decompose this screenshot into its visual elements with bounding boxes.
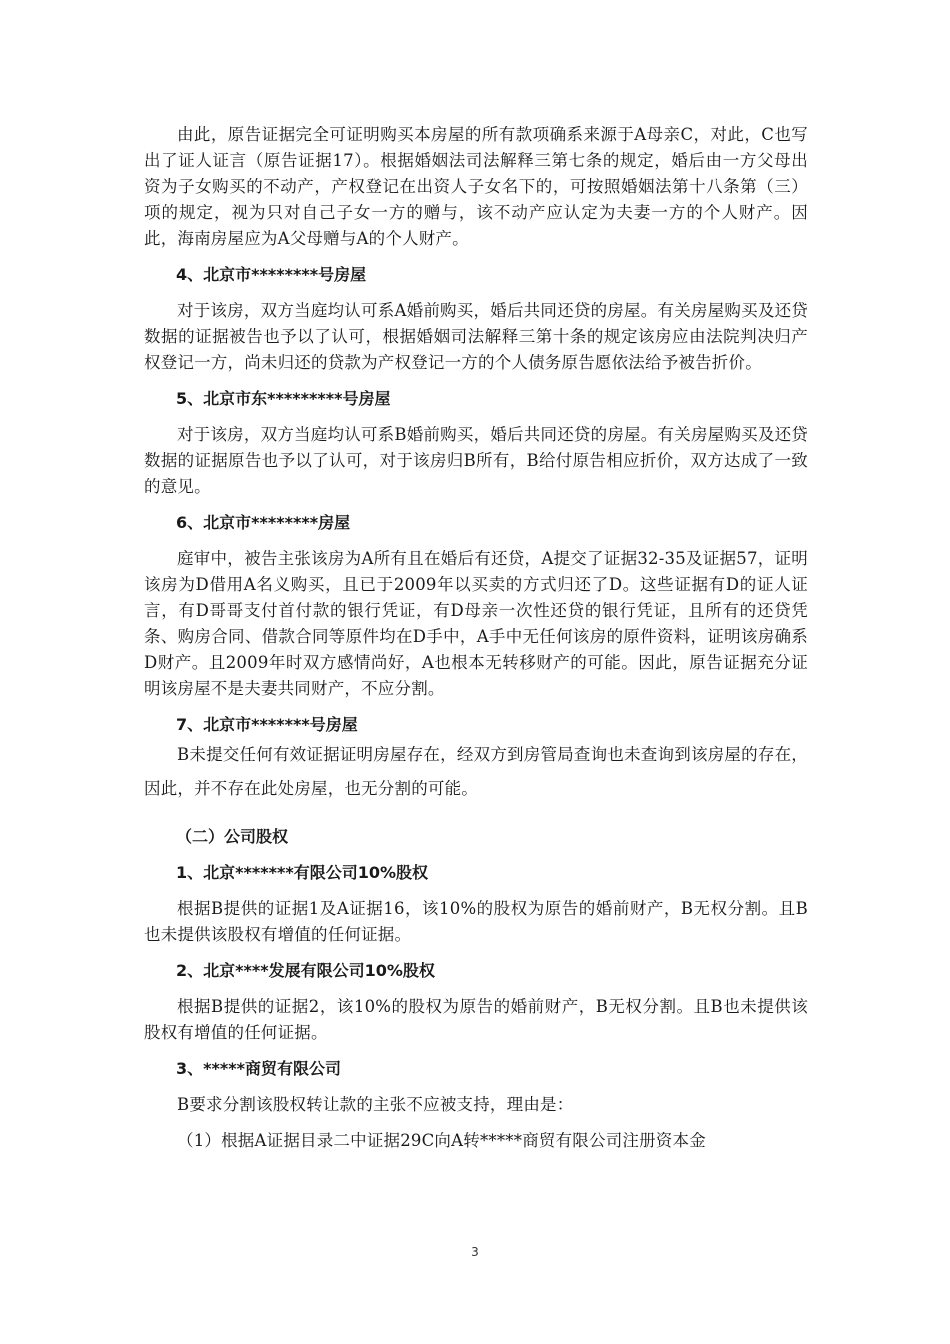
heading-equity-1: 1、北京*******有限公司10%股权 [176, 863, 429, 882]
heading-section-equity: （二）公司股权 [176, 827, 289, 846]
page-number: 3 [471, 1245, 479, 1259]
paragraph-property-4: 对于该房，双方当庭均认可系A婚前购买，婚后共同还贷的房屋。有关房屋购买及还贷数据的证据被告也予以了认可，根据婚姻司法解释三第十条的规定该房应由法院判决归产权登记一方，尚未归还的贷款为产权登记一方的个人债务原告愿依法给予被告折价。 [144, 301, 808, 372]
paragraph-property-7: B未提交任何有效证据证明房屋存在，经双方到房管局查询也未查询到该房屋的存在，因此，并不存在此处房屋，也无分割的可能。 [144, 745, 808, 798]
heading-property-6: 6、北京市********房屋 [176, 513, 351, 532]
paragraph-hainan-conclusion: 由此，原告证据完全可证明购买本房屋的所有款项确系来源于A母亲C，对此，C也写出了证人证言（原告证据17）。根据婚姻法司法解释三第七条的规定，婚后由一方父母出资为子女购买的不动产，产权登记在出资人子女名下的，可按照婚姻法第十八条第（三）项的规定，视为只对自己子女一方的赠与，该不动产应认定为夫妻一方的个人财产。因此，海南房屋应为A父母赠与A的个人财产。 [144, 125, 808, 248]
paragraph-property-6: 庭审中，被告主张该房为A所有且在婚后有还贷，A提交了证据32-35及证据57，证明该房为D借用A名义购买，且已于2009年以买卖的方式归还了D。这些证据有D的证人证言，有D哥哥支付首付款的银行凭证，有D母亲一次性还贷的银行凭证，且所有的还贷凭条、购房合同、借款合同等原件均在D手中，A手中无任何该房的原件资料，证明该房确系D财产。且2009年时双方感情尚好，A也根本无转移财产的可能。因此，原告证据充分证明该房屋不是夫妻共同财产，不应分割。 [144, 549, 808, 698]
heading-property-5: 5、北京市东*********号房屋 [176, 389, 391, 408]
heading-property-7: 7、北京市*******号房屋 [176, 715, 358, 734]
page-body [144, 122, 808, 1154]
heading-equity-3: 3、*****商贸有限公司 [176, 1059, 341, 1078]
paragraph-equity-3-reason-1: （1）根据A证据目录二中证据29C向A转*****商贸有限公司注册资本金 [177, 1131, 706, 1150]
heading-equity-2: 2、北京****发展有限公司10%股权 [176, 961, 435, 980]
paragraph-property-5: 对于该房，双方当庭均认可系B婚前购买，婚后共同还贷的房屋。有关房屋购买及还贷数据的证据原告也予以了认可，对于该房归B所有，B给付原告相应折价，双方达成了一致的意见。 [144, 425, 808, 496]
paragraph-equity-2: 根据B提供的证据2，该10%的股权为原告的婚前财产，B无权分割。且B也未提供该股权有增值的任何证据。 [144, 997, 808, 1042]
paragraph-equity-3-intro: B要求分割该股权转让款的主张不应被支持，理由是： [177, 1095, 574, 1114]
paragraph-equity-1: 根据B提供的证据1及A证据16，该10%的股权为原告的婚前财产，B无权分割。且B也未提供该股权有增值的任何证据。 [144, 899, 808, 944]
heading-property-4: 4、北京市********号房屋 [176, 265, 367, 284]
